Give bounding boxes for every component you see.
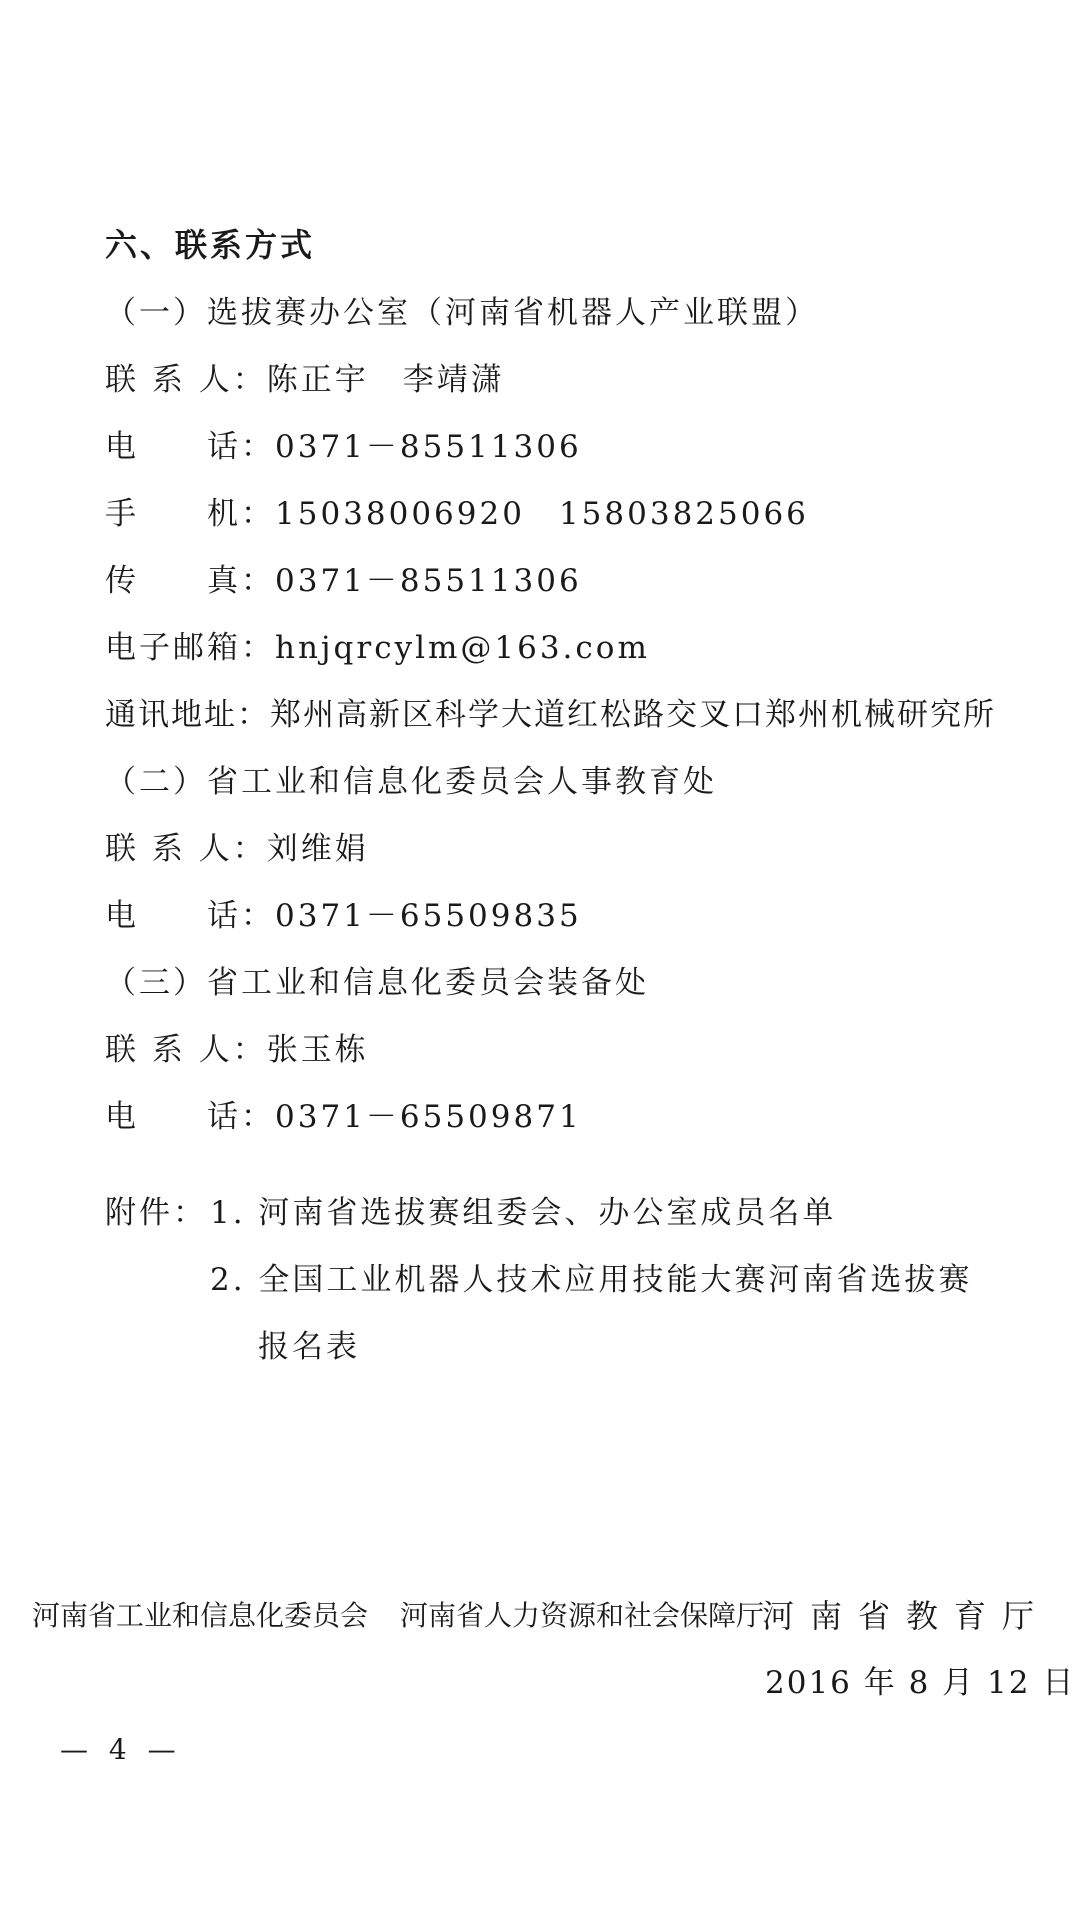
attachment-item-1: 1. 河南省选拔赛组委会、办公室成员名单 xyxy=(210,1195,837,1231)
attachment-item-2-continued: 报名表 xyxy=(258,1329,360,1365)
office1-heading: （一）选拔赛办公室（河南省机器人产业联盟） xyxy=(105,295,819,331)
office3-heading: （三）省工业和信息化委员会装备处 xyxy=(105,965,649,1001)
signature-org-industry: 河南省工业和信息化委员会 xyxy=(32,1599,369,1632)
attachments-label: 附件： xyxy=(105,1195,207,1231)
office1-email: 电子邮箱：hnjqrcylm@163.com xyxy=(105,630,650,666)
office2-heading: （二）省工业和信息化委员会人事教育处 xyxy=(105,764,717,800)
attachment-item-2: 2. 全国工业机器人技术应用技能大赛河南省选拔赛 xyxy=(210,1262,973,1298)
signature-org-hr: 河南省人力资源和社会保障厅 xyxy=(400,1599,765,1632)
office1-fax: 传 真：0371－85511306 xyxy=(105,563,582,599)
office1-phone: 电 话：0371－85511306 xyxy=(105,429,582,465)
section-title: 六、联系方式 xyxy=(105,226,316,264)
office3-contact: 联 系 人：张玉栋 xyxy=(105,1032,369,1068)
office2-phone: 电 话：0371－65509835 xyxy=(105,898,582,934)
signature-date: 2016 年 8 月 12 日 xyxy=(765,1665,1076,1701)
office2-contact: 联 系 人：刘维娟 xyxy=(105,831,369,867)
signature-org-education: 河南省教育厅 xyxy=(762,1597,1051,1635)
office1-address: 通讯地址：郑州高新区科学大道红松路交叉口郑州机械研究所 xyxy=(105,697,996,733)
office3-phone: 电 话：0371－65509871 xyxy=(105,1099,582,1135)
office1-contact: 联 系 人：陈正宇 李靖潇 xyxy=(105,362,505,398)
office1-mobile: 手 机：15038006920 15803825066 xyxy=(105,496,809,532)
page-number: — 4 — xyxy=(60,1733,182,1766)
